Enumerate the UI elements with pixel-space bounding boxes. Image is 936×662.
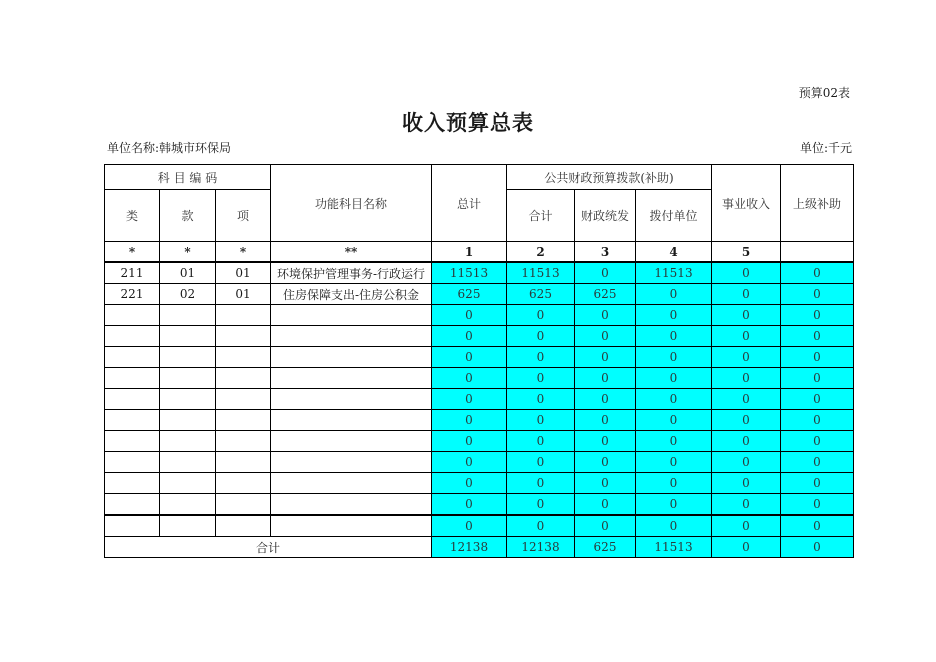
superior-subsidy-cell: 0 bbox=[781, 368, 854, 389]
currency-unit: 单位:千元 bbox=[799, 141, 852, 155]
xiang-cell bbox=[216, 305, 271, 326]
total-superior-subsidy-cell: 0 bbox=[781, 537, 854, 558]
total-cell: 0 bbox=[432, 347, 507, 368]
total-cell: 0 bbox=[432, 452, 507, 473]
id-cell: * bbox=[160, 242, 216, 263]
total-finance-unified-cell: 625 bbox=[575, 537, 636, 558]
total-total-cell: 12138 bbox=[432, 537, 507, 558]
subtotal-cell: 0 bbox=[507, 494, 575, 516]
total-cell: 0 bbox=[432, 515, 507, 537]
table-row bbox=[105, 284, 854, 305]
total-header: 总计 bbox=[432, 165, 507, 242]
id-cell: 2 bbox=[507, 242, 575, 263]
superior-subsidy-cell: 0 bbox=[781, 326, 854, 347]
function-name-cell: 环境保护管理事务-行政运行 bbox=[271, 262, 432, 284]
lei-cell bbox=[105, 305, 160, 326]
finance-unified-cell: 0 bbox=[575, 389, 636, 410]
function-name-cell bbox=[271, 515, 432, 537]
total-subtotal-cell: 12138 bbox=[507, 537, 575, 558]
kuan-cell bbox=[160, 515, 216, 537]
lei-cell bbox=[105, 326, 160, 347]
table-row bbox=[105, 262, 854, 284]
lei-cell bbox=[105, 494, 160, 516]
business-income-cell: 0 bbox=[712, 284, 781, 305]
kuan-cell bbox=[160, 389, 216, 410]
business-income-cell: 0 bbox=[712, 452, 781, 473]
table-row bbox=[105, 347, 854, 368]
lei-cell bbox=[105, 515, 160, 537]
superior-subsidy-cell: 0 bbox=[781, 410, 854, 431]
xiang-cell bbox=[216, 452, 271, 473]
function-name-cell bbox=[271, 473, 432, 494]
total-label: 合计 bbox=[105, 537, 432, 558]
kuan-cell bbox=[160, 368, 216, 389]
superior-subsidy-cell: 0 bbox=[781, 262, 854, 284]
subtotal-cell: 0 bbox=[507, 389, 575, 410]
allocated-unit-cell: 0 bbox=[636, 389, 712, 410]
total-cell: 0 bbox=[432, 368, 507, 389]
total-cell: 0 bbox=[432, 494, 507, 516]
subtotal-cell: 0 bbox=[507, 347, 575, 368]
finance-unified-cell: 0 bbox=[575, 368, 636, 389]
xiang-cell bbox=[216, 389, 271, 410]
business-income-cell: 0 bbox=[712, 431, 781, 452]
lei-cell bbox=[105, 410, 160, 431]
total-cell: 0 bbox=[432, 431, 507, 452]
function-name-cell bbox=[271, 494, 432, 516]
lei-header: 类 bbox=[105, 190, 160, 242]
finance-unified-cell: 0 bbox=[575, 515, 636, 537]
xiang-cell bbox=[216, 473, 271, 494]
total-cell: 0 bbox=[432, 305, 507, 326]
lei-cell bbox=[105, 389, 160, 410]
subtotal-cell: 0 bbox=[507, 368, 575, 389]
id-cell: 3 bbox=[575, 242, 636, 263]
table-row bbox=[105, 473, 854, 494]
finance-unified-cell: 625 bbox=[575, 284, 636, 305]
superior-subsidy-cell: 0 bbox=[781, 494, 854, 516]
finance-unified-cell: 0 bbox=[575, 262, 636, 284]
lei-cell bbox=[105, 473, 160, 494]
table-row bbox=[105, 494, 854, 516]
table-row bbox=[105, 305, 854, 326]
business-income-cell: 0 bbox=[712, 473, 781, 494]
xiang-cell: 01 bbox=[216, 284, 271, 305]
xiang-cell: 01 bbox=[216, 262, 271, 284]
finance-unified-cell: 0 bbox=[575, 305, 636, 326]
function-name-cell bbox=[271, 389, 432, 410]
function-name-cell bbox=[271, 305, 432, 326]
superior-subsidy-header: 上级补助 bbox=[781, 165, 854, 242]
business-income-cell: 0 bbox=[712, 368, 781, 389]
subtotal-cell: 0 bbox=[507, 326, 575, 347]
subtotal-cell: 0 bbox=[507, 431, 575, 452]
function-name-cell bbox=[271, 431, 432, 452]
allocated-unit-cell: 0 bbox=[636, 452, 712, 473]
table-row bbox=[105, 431, 854, 452]
function-name-cell bbox=[271, 452, 432, 473]
allocated-unit-cell: 0 bbox=[636, 326, 712, 347]
subtotal-cell: 0 bbox=[507, 473, 575, 494]
form-code: 预算02表 bbox=[798, 86, 850, 100]
superior-subsidy-cell: 0 bbox=[781, 347, 854, 368]
lei-cell bbox=[105, 452, 160, 473]
finance-unified-cell: 0 bbox=[575, 410, 636, 431]
xiang-cell bbox=[216, 368, 271, 389]
subtotal-cell: 0 bbox=[507, 515, 575, 537]
total-cell: 625 bbox=[432, 284, 507, 305]
table-row bbox=[105, 326, 854, 347]
function-name-cell bbox=[271, 326, 432, 347]
finance-unified-header: 财政统发 bbox=[575, 190, 636, 242]
finance-unified-cell: 0 bbox=[575, 431, 636, 452]
page-title: 收入预算总表 bbox=[402, 111, 534, 135]
allocated-unit-cell: 0 bbox=[636, 368, 712, 389]
allocated-unit-cell: 0 bbox=[636, 305, 712, 326]
allocated-unit-cell: 0 bbox=[636, 284, 712, 305]
income-budget-table bbox=[104, 164, 854, 558]
subtotal-cell: 11513 bbox=[507, 262, 575, 284]
finance-unified-cell: 0 bbox=[575, 347, 636, 368]
kuan-cell bbox=[160, 494, 216, 516]
business-income-cell: 0 bbox=[712, 410, 781, 431]
subtotal-cell: 0 bbox=[507, 410, 575, 431]
total-business-income-cell: 0 bbox=[712, 537, 781, 558]
superior-subsidy-cell: 0 bbox=[781, 284, 854, 305]
kuan-cell bbox=[160, 347, 216, 368]
business-income-cell: 0 bbox=[712, 305, 781, 326]
superior-subsidy-cell: 0 bbox=[781, 452, 854, 473]
business-income-cell: 0 bbox=[712, 262, 781, 284]
subtotal-header: 合计 bbox=[507, 190, 575, 242]
function-name-header: 功能科目名称 bbox=[271, 165, 432, 242]
id-cell: * bbox=[105, 242, 160, 263]
xiang-header: 项 bbox=[216, 190, 271, 242]
table-row bbox=[105, 410, 854, 431]
business-income-cell: 0 bbox=[712, 515, 781, 537]
xiang-cell bbox=[216, 347, 271, 368]
kuan-cell bbox=[160, 410, 216, 431]
lei-cell: 221 bbox=[105, 284, 160, 305]
superior-subsidy-cell: 0 bbox=[781, 305, 854, 326]
allocated-unit-cell: 0 bbox=[636, 431, 712, 452]
superior-subsidy-cell: 0 bbox=[781, 473, 854, 494]
finance-unified-cell: 0 bbox=[575, 494, 636, 516]
business-income-header: 事业收入 bbox=[712, 165, 781, 242]
id-cell: 4 bbox=[636, 242, 712, 263]
allocated-unit-cell: 0 bbox=[636, 473, 712, 494]
lei-cell bbox=[105, 347, 160, 368]
table-row bbox=[105, 452, 854, 473]
total-cell: 0 bbox=[432, 326, 507, 347]
lei-cell: 211 bbox=[105, 262, 160, 284]
lei-cell bbox=[105, 368, 160, 389]
kuan-cell: 01 bbox=[160, 262, 216, 284]
business-income-cell: 0 bbox=[712, 494, 781, 516]
public-finance-header: 公共财政预算拨款(补助) bbox=[507, 165, 712, 190]
function-name-cell bbox=[271, 347, 432, 368]
table-row bbox=[105, 515, 854, 537]
kuan-cell bbox=[160, 452, 216, 473]
kuan-cell bbox=[160, 326, 216, 347]
subtotal-cell: 0 bbox=[507, 305, 575, 326]
total-cell: 11513 bbox=[432, 262, 507, 284]
finance-unified-cell: 0 bbox=[575, 473, 636, 494]
subtotal-cell: 0 bbox=[507, 452, 575, 473]
superior-subsidy-cell: 0 bbox=[781, 515, 854, 537]
superior-subsidy-cell: 0 bbox=[781, 431, 854, 452]
kuan-cell: 02 bbox=[160, 284, 216, 305]
subject-code-header: 科 目 编 码 bbox=[105, 165, 271, 190]
xiang-cell bbox=[216, 326, 271, 347]
kuan-header: 款 bbox=[160, 190, 216, 242]
kuan-cell bbox=[160, 473, 216, 494]
business-income-cell: 0 bbox=[712, 326, 781, 347]
table-row bbox=[105, 368, 854, 389]
function-name-cell bbox=[271, 368, 432, 389]
allocated-unit-cell: 0 bbox=[636, 515, 712, 537]
allocated-unit-cell: 0 bbox=[636, 494, 712, 516]
business-income-cell: 0 bbox=[712, 389, 781, 410]
subtotal-cell: 625 bbox=[507, 284, 575, 305]
allocated-unit-cell: 0 bbox=[636, 410, 712, 431]
xiang-cell bbox=[216, 494, 271, 516]
id-cell: 5 bbox=[712, 242, 781, 263]
business-income-cell: 0 bbox=[712, 347, 781, 368]
total-cell: 0 bbox=[432, 389, 507, 410]
kuan-cell bbox=[160, 305, 216, 326]
total-cell: 0 bbox=[432, 473, 507, 494]
total-row bbox=[105, 537, 854, 558]
xiang-cell bbox=[216, 431, 271, 452]
superior-subsidy-cell: 0 bbox=[781, 389, 854, 410]
total-cell: 0 bbox=[432, 410, 507, 431]
finance-unified-cell: 0 bbox=[575, 452, 636, 473]
xiang-cell bbox=[216, 515, 271, 537]
table-row bbox=[105, 389, 854, 410]
id-cell bbox=[781, 242, 854, 263]
lei-cell bbox=[105, 431, 160, 452]
id-cell: 1 bbox=[432, 242, 507, 263]
id-cell: ** bbox=[271, 242, 432, 263]
function-name-cell: 住房保障支出-住房公积金 bbox=[271, 284, 432, 305]
column-id-row bbox=[105, 242, 854, 263]
total-allocated-unit-cell: 11513 bbox=[636, 537, 712, 558]
allocated-unit-cell: 0 bbox=[636, 347, 712, 368]
xiang-cell bbox=[216, 410, 271, 431]
allocated-unit-header: 拨付单位 bbox=[636, 190, 712, 242]
finance-unified-cell: 0 bbox=[575, 326, 636, 347]
unit-name: 单位名称:韩城市环保局 bbox=[107, 141, 232, 155]
function-name-cell bbox=[271, 410, 432, 431]
id-cell: * bbox=[216, 242, 271, 263]
allocated-unit-cell: 11513 bbox=[636, 262, 712, 284]
kuan-cell bbox=[160, 431, 216, 452]
